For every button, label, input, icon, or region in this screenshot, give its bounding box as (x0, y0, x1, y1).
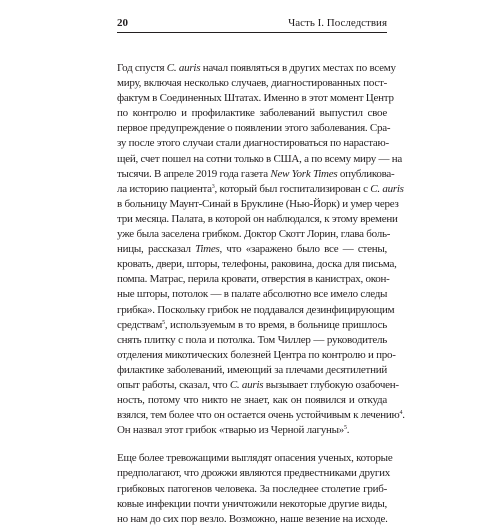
text-line (117, 61, 396, 76)
text-run: Он назвал этот грибок «тварью из Черной лагуны» (117, 424, 345, 437)
text-run: грибка». Поскольку грибок не поддавался дезинфицирующим (117, 303, 395, 316)
text-line (117, 466, 390, 481)
text-run: помпа. Матрас, перила кровати, отверстия в канистрах, окон- (117, 273, 390, 286)
text-run: уже была заселена грибком. Доктор Скотт Лорин, глава боль- (117, 228, 391, 241)
text-run: предполагают, что дрожжи являются предвестниками других (117, 467, 390, 480)
text-line (117, 121, 391, 136)
footnote-ref: 5 (162, 319, 165, 326)
text-line (117, 76, 387, 91)
text-line (117, 408, 405, 423)
text-line (117, 303, 395, 318)
text-line (117, 257, 397, 272)
text-run: но нам до сих пор везло. Возможно, наше везение на исходе. (117, 512, 388, 525)
italic-run: Times (195, 243, 220, 256)
text-run: опубликова- (337, 167, 395, 180)
paragraph (117, 451, 393, 526)
text-line (117, 227, 391, 242)
text-run: средствам (117, 318, 163, 331)
text-line (117, 348, 396, 363)
text-line (117, 167, 395, 182)
text-run: ность, потому что никто не знает, как он появился и откуда (117, 394, 387, 407)
text-line (117, 106, 387, 121)
text-run: , который был госпитализирован с (214, 182, 371, 195)
text-line (117, 512, 387, 527)
running-head: Часть I. Последствия (288, 17, 387, 29)
text-line (117, 197, 399, 212)
footnote-ref: 5 (344, 425, 347, 432)
text-line (117, 393, 387, 408)
text-run: ковые инфекции почти уничтожили некоторые другие виды, (117, 497, 387, 510)
text-run: три месяца. Палата, в которой он наблюдался, к этому времени (117, 212, 398, 225)
footnote-ref: 3 (211, 183, 215, 190)
text-run: , используемым в то время, в больнице пришлось (164, 318, 387, 331)
text-line (117, 318, 387, 333)
text-run: в больницу Маунт-Синай в Бруклине (Нью-Йорк) и умер через (117, 197, 399, 210)
text-run: . (346, 424, 350, 437)
header-rule (117, 32, 387, 33)
text-run: ницы, рассказал (117, 243, 196, 256)
text-run: грибковых патогенов человека. За последнее столетие гриб- (117, 482, 387, 495)
text-run: взялся, тем более что он остается очень устойчивым к лечению (117, 409, 400, 422)
text-line (117, 287, 387, 302)
text-line (117, 136, 387, 151)
text-run: зу после этого случаи стали диагностироваться по нарастаю- (117, 137, 389, 150)
text-line (117, 182, 404, 197)
text-run: филактике заболеваний, имеющий за плечами десятилетний (117, 363, 387, 376)
text-line (117, 482, 387, 497)
text-run: первое предупреждение о появлении этого заболевания. Сра- (117, 122, 391, 135)
text-run: ные шторы, потолок — в палате абсолютно все имело следы (117, 288, 388, 301)
text-line (117, 272, 390, 287)
italic-run: C. auris (229, 378, 264, 391)
text-run: снять плитку с пола и потолка. Том Чиллер — руководитель (117, 333, 387, 346)
text-run: Год спустя (117, 62, 167, 74)
text-run: фактум в Соединенных Штатах. Именно в этот момент Центр (117, 92, 394, 105)
text-line (117, 497, 387, 512)
text-line (117, 423, 387, 438)
text-line (117, 91, 394, 106)
page-number: 20 (117, 17, 128, 29)
text-run: миру, включая несколько случаев, диагностированных пост- (117, 77, 387, 90)
text-run: по контролю и профилактике заболеваний выпустил свое (117, 107, 387, 120)
text-line (117, 333, 387, 348)
italic-run: C. auris (166, 62, 201, 74)
text-run: тысячи. В апреле 2019 года газета (117, 167, 271, 180)
text-line (117, 363, 387, 378)
text-line (117, 152, 403, 167)
text-line (117, 212, 398, 227)
text-run: кровать, двери, шторы, телефоны, раковина, доска для письма, (117, 258, 397, 271)
text-run: начал появляться в других местах по всему (200, 62, 396, 74)
body-text (117, 61, 405, 527)
text-run: ла историю пациента (117, 182, 212, 195)
text-run: . (402, 409, 405, 422)
text-run: щей, счет пошел на сотни только в США, а по всему миру — на (117, 152, 403, 165)
text-line (117, 242, 387, 257)
footnote-ref: 4 (399, 410, 403, 417)
text-run: опыт работы, сказал, что (117, 378, 230, 391)
italic-run: New York Times (270, 167, 338, 180)
text-run: вызывает глубокую озабочен- (263, 378, 399, 391)
text-run: , что «заражено было все — стены, (219, 243, 387, 256)
text-line (117, 378, 399, 393)
text-run: Еще более тревожащими выглядят опасения ученых, которые (117, 452, 393, 465)
italic-run: C. auris (370, 182, 404, 195)
page-header (117, 16, 387, 30)
paragraph (117, 61, 405, 438)
text-line (117, 451, 393, 466)
text-run: отделения микотических болезней Центра по контролю и про- (117, 348, 396, 361)
